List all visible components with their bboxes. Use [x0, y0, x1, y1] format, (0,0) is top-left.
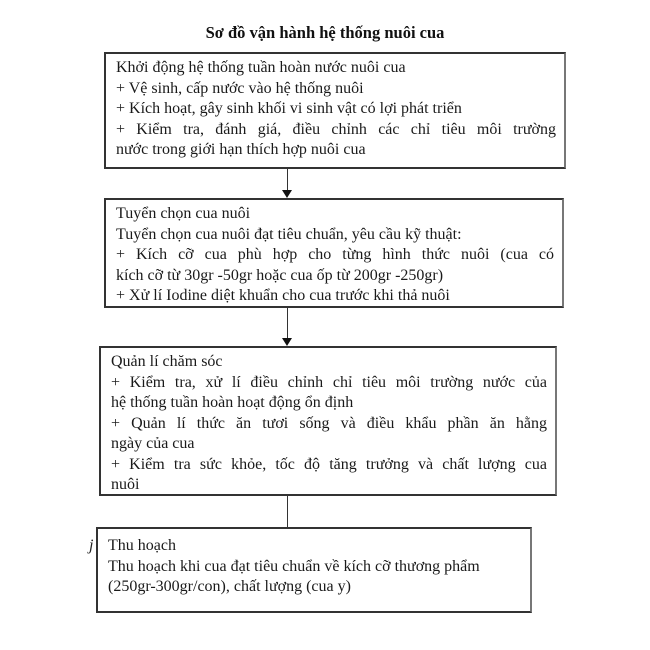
step-box-harvest — [96, 527, 532, 613]
step-line: Thu hoạch khi cua đạt tiêu chuẩn về kích cỡ thương phẩm — [108, 557, 480, 575]
connector-line — [287, 308, 288, 339]
step-line: + Kiểm tra, xử lí điều chỉnh chỉ tiêu môi trường nước của — [111, 373, 547, 391]
stray-mark: j — [89, 537, 94, 554]
step-line: nuôi — [111, 476, 140, 493]
step-line: + Xử lí Iodine diệt khuẩn cho cua trước khi thả nuôi — [116, 287, 450, 304]
step-line: ngày của cua — [111, 435, 195, 452]
step-heading: Khởi động hệ thống tuần hoàn nước nuôi cua — [116, 59, 406, 76]
step-heading: Tuyển chọn cua nuôi — [116, 205, 251, 222]
step-box-care-management — [99, 346, 557, 496]
connector-line — [287, 169, 288, 191]
step-line: + Kiểm tra, đánh giá, điều chỉnh các chỉ tiêu môi trường — [116, 120, 556, 138]
step-line: + Kích cỡ cua phù hợp cho từng hình thức nuôi (cua có — [116, 246, 554, 263]
arrow-down-icon — [282, 338, 292, 346]
step-line: hệ thống tuần hoàn hoạt động ổn định — [111, 394, 354, 411]
step-line: (250gr-300gr/con), chất lượng (cua y) — [108, 578, 351, 595]
step-heading: Quản lí chăm sóc — [111, 353, 223, 370]
diagram-title: Sơ đồ vận hành hệ thống nuôi cua — [205, 23, 445, 42]
step-line: + Kích hoạt, gây sinh khối vi sinh vật có lợi phát triển — [116, 100, 462, 117]
step-line: + Vệ sinh, cấp nước vào hệ thống nuôi — [116, 79, 364, 97]
step-line: kích cỡ từ 30gr -50gr hoặc cua ốp từ 200gr -250gr) — [116, 266, 444, 284]
step-line: + Quản lí thức ăn tươi sống và điều khẩu phần ăn hằng — [111, 414, 547, 432]
step-line: Tuyển chọn cua nuôi đạt tiêu chuẩn, yêu cầu kỹ thuật: — [116, 225, 462, 243]
arrow-down-icon — [282, 190, 292, 198]
step-box-selection — [104, 198, 564, 308]
step-line: + Kiểm tra sức khỏe, tốc độ tăng trưởng và chất lượng cua — [111, 455, 547, 473]
step-line: nước trong giới hạn thích hợp nuôi cua — [116, 141, 366, 158]
step-heading: Thu hoạch — [108, 537, 176, 554]
step-box-startup — [104, 52, 566, 169]
